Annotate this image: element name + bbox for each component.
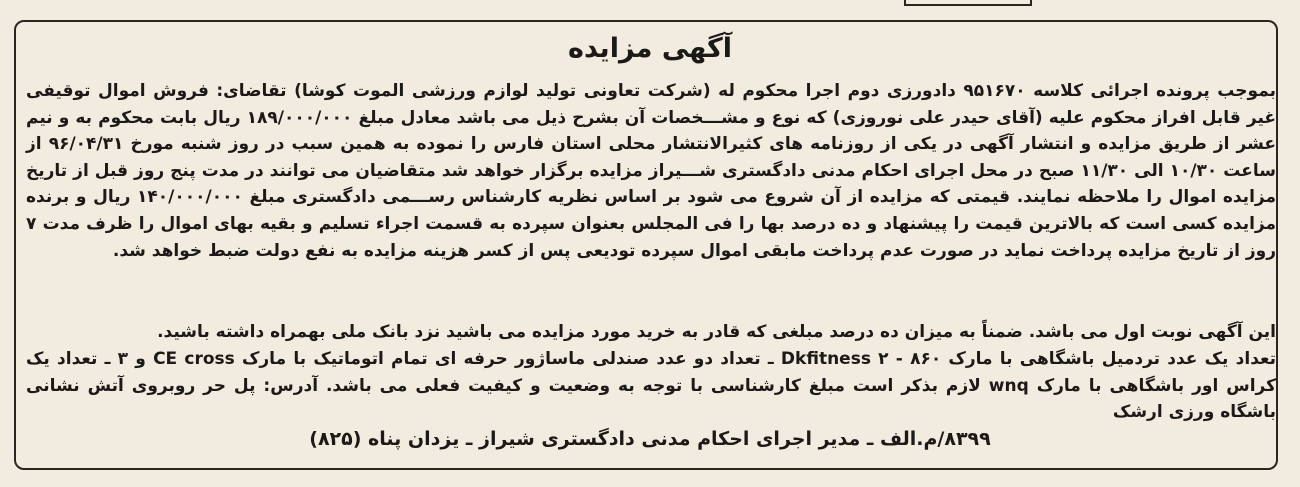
auction-items-paragraph: تعداد یک عدد تردمیل باشگاهی با مارک ۸۶۰ - Dkfitness ۲ ـ تعداد دو عدد صندلی ماساژور حرفه ای تمام اتوماتیک با مارک CE cross و ۳ ـ تعداد یک کراس اور باشگاهی با مارک wnq لازم بذکر است مبلغ کارشناسی با توجه به وضعیت و کیفیت فعلی می باشد. آدرس: پل حر روبروی آتش نشانی باشگاه ورزی ارشک (26, 349, 1277, 423)
notice-title: آگهی مزایده (568, 33, 732, 64)
adjacent-box-edge (904, 0, 1032, 6)
notice-signature: ۸۳۹۹/م.الف ـ مدیر اجرای احکام مدنی دادگستری شیراز ـ یزدان پناه (۸۲۵) (309, 428, 991, 450)
first-notice-line: این آگهی نوبت اول می باشد. ضمناً به میزان ده درصد مبلغی که قادر به خرید مورد مزایده می باشید نزد بانک ملی بهمراه داشته باشید. (157, 322, 1276, 342)
notice-body-paragraph: بموجب پرونده اجرائی کلاسه ۹۵۱۶۷۰ دادورزی دوم اجرا محکوم له (شرکت تعاونی تولید لوازم ورزشی الموت کوشا) تقاضای: فروش اموال توقیفی غیر قابل افراز محکوم علیه (آقای حیدر علی نوروزی) که نوع و مشـــخصات آن بشرح ذیل می باشد معادل مبلغ ۱۸۹/۰۰۰/۰۰۰ ریال بابت محکوم به و نیم عشر از طریق مزایده و انتشار آگهی در یکی از روزنامه های کثیرالانتشار محلی استان فارس را نموده به همین سبب در روز شنبه مورخ ۹۶/۰۴/۳۱ از ساعت ۱۰/۳۰ الی ۱۱/۳۰ صبح در محل اجرای احکام مدنی دادگستری شـــیراز مزایده برگزار خواهد شد متقاضیان می توانند در مدت پنج روز قبل از تاریخ مزایده اموال را ملاحظه نمایند. قیمتی که مزایده از آن شروع می شود بر اساس نظریه کارشناس رســـمی دادگستری مبلغ ۱۴۰/۰۰۰/۰۰۰ ریال و برنده مزایده کسی است که بالاترین قیمت را پیشنهاد و ده درصد بها را فی المجلس بعنوان سپرده به قسمت اجراء تسلیم و بقیه بهای اموال را ظرف مدت ۷ روز از تاریخ مزایده پرداخت نماید در صورت عدم پرداخت مابقی اموال سپرده تودیعی پس از کسر هزینه مزایده به نفع دولت ضبط خواهد شد. (26, 81, 1277, 261)
